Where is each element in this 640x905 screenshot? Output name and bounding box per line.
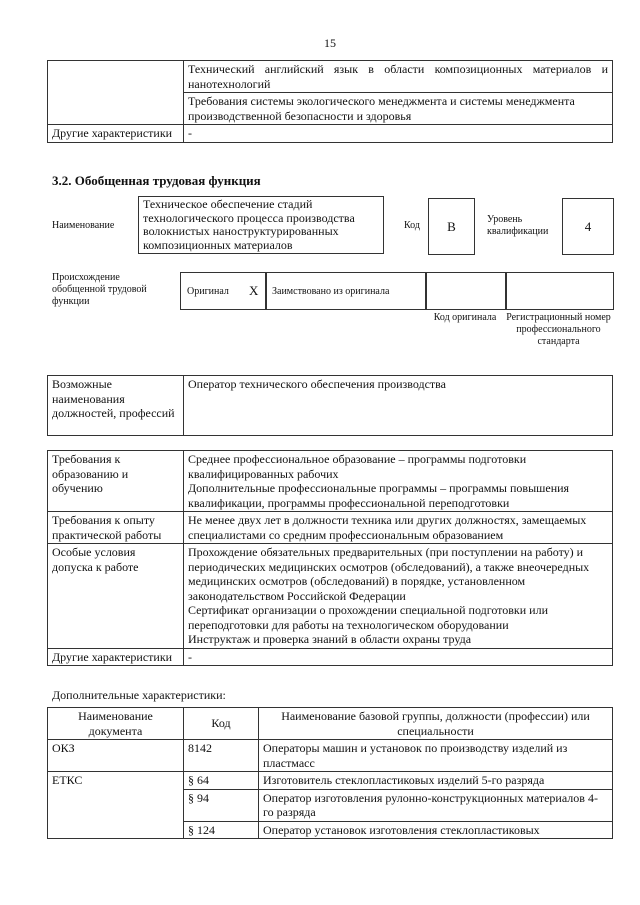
code: § 94 [184, 789, 259, 821]
cell-text: Требования системы экологического менеджмента и системы менеджмента производственной безопасности и здоровья [184, 93, 613, 125]
doc-name: ОКЗ [48, 740, 184, 772]
additional-table [47, 707, 613, 839]
cell-text: Оператор технического обеспечения производства [184, 376, 613, 436]
positions-table [47, 375, 613, 436]
name-value: Техническое обеспечение стадий технологического процесса производства волокнистых наноструктурированных композиционных материалов [138, 196, 384, 254]
occupation-name: Изготовитель стеклопластиковых изделий 5-го разряда [259, 772, 613, 790]
row-label: Другие характеристики [48, 648, 184, 666]
reg-number-caption: Регистрационный номер профессионального стандарта [506, 312, 611, 347]
cell-text: Дополнительные профессиональные программы – программы повышения квалификации, программы профессиональной переподготовки [188, 481, 570, 510]
level-label: Уровень квалификации [487, 214, 549, 237]
section-heading: 3.2. Обобщенная трудовая функция [52, 173, 261, 188]
cell-text: - [184, 648, 613, 666]
table-row [48, 740, 613, 772]
orig-code-cell [425, 272, 507, 310]
reg-number-cell [505, 272, 614, 310]
table-row [48, 376, 613, 436]
cell-text: Инструктаж и проверка знаний в области охраны труда [188, 632, 472, 646]
column-header: Код [184, 708, 259, 740]
row-label: Другие характеристики [48, 125, 184, 143]
cell-text: Среднее профессиональное образование – программы подготовки квалифицированных рабочих [188, 452, 527, 481]
row-label: Возможные наименования должностей, профессий [48, 376, 184, 436]
table-header-row [48, 708, 613, 740]
origin-label: Происхождение обобщенной трудовой функции [52, 272, 147, 307]
original-label: Оригинал [187, 286, 229, 297]
table-row [48, 544, 613, 649]
table-row [48, 451, 613, 512]
name-label: Наименование [52, 220, 115, 231]
table-row [48, 512, 613, 544]
occupation-name: Оператор изготовления рулонно-конструкционных материалов 4-го разряда [259, 789, 613, 821]
cell-text: - [184, 125, 613, 143]
orig-code-caption: Код оригинала [433, 312, 497, 323]
table-row [48, 125, 613, 143]
occupation-name: Операторы машин и установок по производству изделий из пластмасс [259, 740, 613, 772]
table-row [48, 61, 613, 93]
code: 8142 [184, 740, 259, 772]
doc-name: ЕТКС [48, 772, 184, 839]
row-label: Требования к образованию и обучению [48, 451, 184, 512]
code-label: Код [404, 220, 420, 231]
level-value: 4 [562, 198, 614, 255]
page-number: 15 [324, 36, 336, 50]
original-mark: X [249, 283, 259, 298]
column-header: Наименование документа [48, 708, 184, 740]
code: § 124 [184, 821, 259, 839]
empty-cell [48, 61, 184, 125]
table-row [48, 772, 613, 790]
row-label: Требования к опыту практической работы [48, 512, 184, 544]
cell-text: Прохождение обязательных предварительных (при поступлении на работу) и периодических медицинских осмотров (обследований), а также внеочередных медицинских осмотров (обследований) в порядке, установленном законодательством Российской Федерации [188, 545, 590, 603]
additional-title: Дополнительные характеристики: [52, 688, 226, 702]
borrowed-label: Заимствовано из оригинала [272, 286, 390, 297]
table-row [48, 648, 613, 666]
occupation-name: Оператор установок изготовления стеклопластиковых [259, 821, 613, 839]
column-header: Наименование базовой группы, должности (профессии) или специальности [259, 708, 613, 740]
original-cell [180, 272, 267, 310]
code: § 64 [184, 772, 259, 790]
top-table [47, 60, 613, 143]
code-value: B [428, 198, 475, 255]
row-label: Особые условия допуска к работе [48, 544, 184, 649]
cell-text: Не менее двух лет в должности техника или других должностях, замещаемых специалистами со средним профессиональным образованием [184, 512, 613, 544]
borrowed-cell [265, 272, 427, 310]
cell-text: Сертификат организации о прохождении специальной подготовки или переподготовки для работы на технологическом оборудовании [188, 603, 549, 632]
requirements-table [47, 450, 613, 666]
cell-text: Технический английский язык в области композиционных материалов и нанотехнологий [184, 61, 613, 93]
